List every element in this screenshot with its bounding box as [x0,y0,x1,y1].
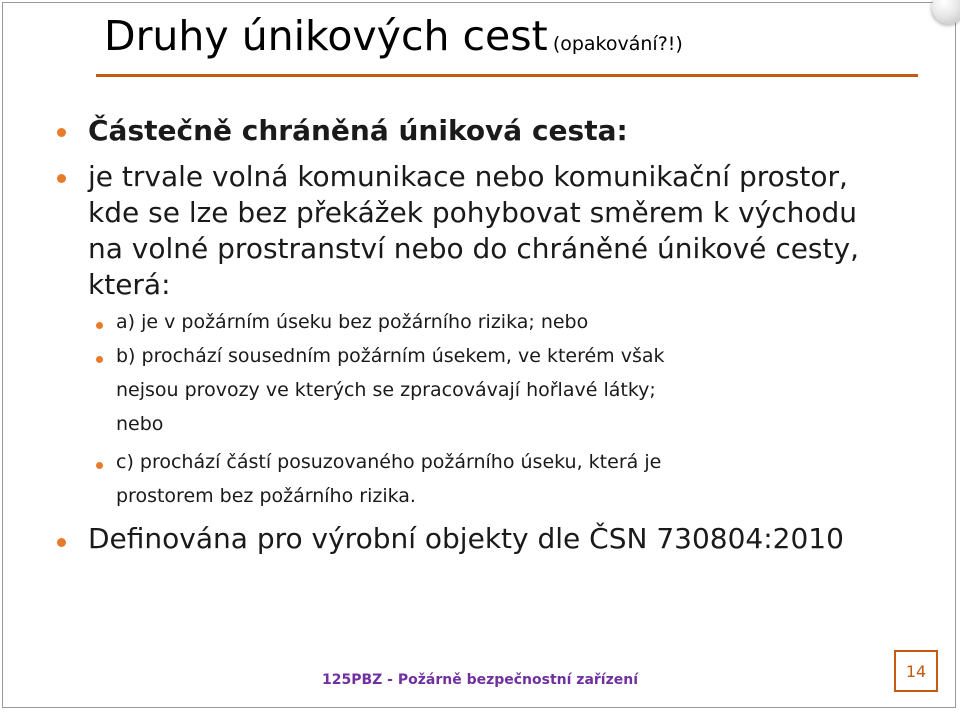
title-subtitle: (opakování?!) [552,33,683,55]
title-underline [96,74,918,77]
bullet-dot [57,174,66,183]
page-number: 14 [905,661,927,681]
bullet-dot [57,538,66,547]
sub-bullet-dot [96,322,103,329]
definition-line: je trvale volná komunikace nebo komunikační prostor, [88,160,848,193]
sub-item-c-line: c) prochází částí posuzovaného požárního úseku, která je [116,451,662,473]
section-heading: Částečně chráněná úniková cesta: [88,114,628,147]
sub-item-c-line: prostorem bez požárního rizika. [116,485,416,507]
definition-line: kde se lze bez překážek pohybovat směrem k východu [88,196,858,229]
norm-reference: Definována pro výrobní objekty dle ČSN 730804:2010 [88,522,844,555]
slide-title [104,12,683,60]
sub-item-b-line: nebo [116,413,164,435]
sub-bullet-dot [96,462,103,469]
definition-line: která: [88,268,171,301]
footer-course-title: 125PBZ - Požárně bezpečnostní zařízení [322,672,639,688]
bullet-dot [57,128,66,137]
sub-item-b-line: nejsou provozy ve kterých se zpracovávají hořlavé látky; [116,379,656,401]
sub-item-b-line: b) prochází sousedním požárním úsekem, ve kterém však [116,345,665,367]
title-main: Druhy únikových cest [104,12,548,60]
page-number-box [894,650,938,692]
sub-bullet-dot [96,356,103,363]
definition-line: na volné prostranství nebo do chráněné únikové cesty, [88,232,859,265]
sub-item-a: a) je v požárním úseku bez požárního rizika; nebo [116,311,589,333]
